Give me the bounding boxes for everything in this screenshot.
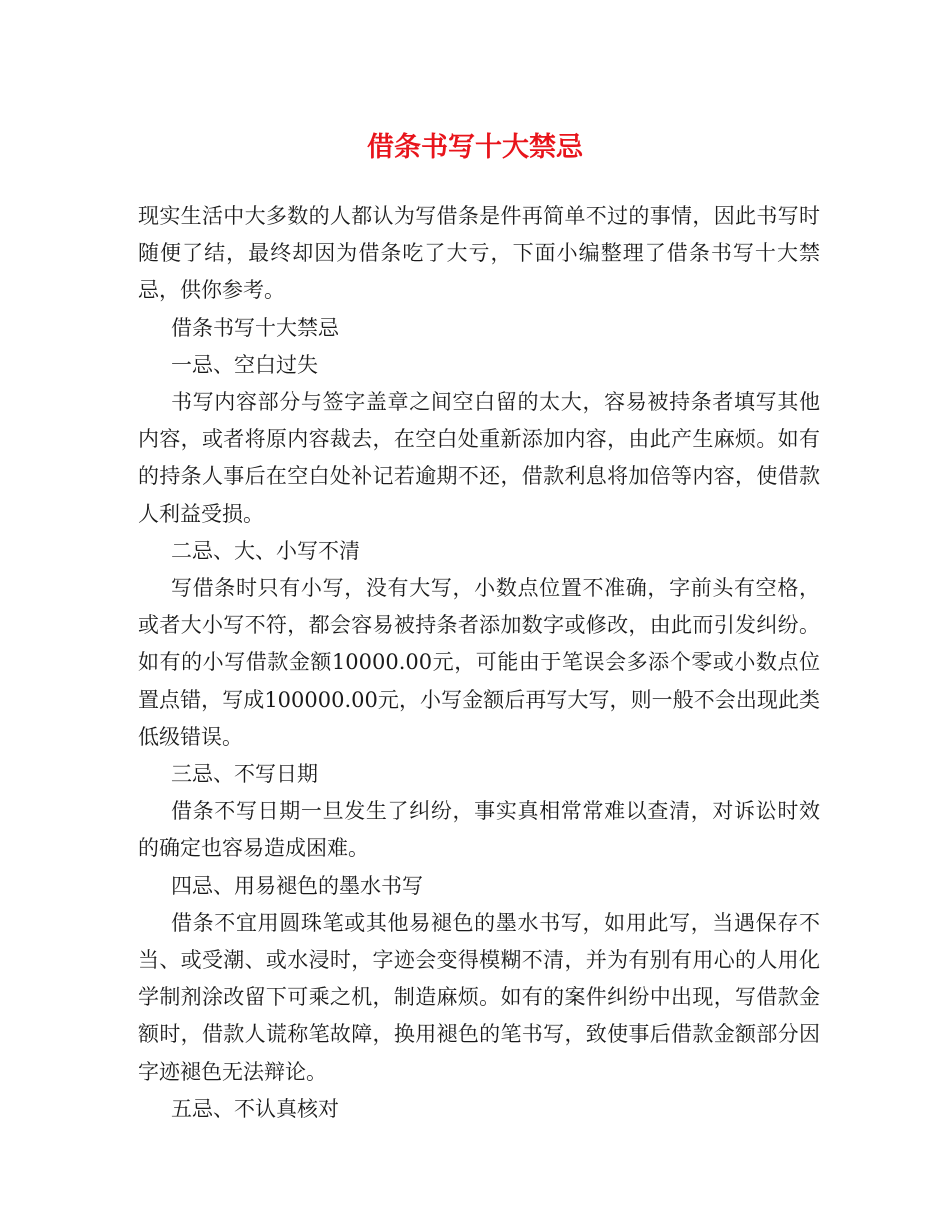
section-heading-3: 三忌、不写日期 xyxy=(171,762,318,787)
section-heading-5: 五忌、不认真核对 xyxy=(171,1096,339,1121)
intro-paragraph: 现实生活中大多数的人都认为写借条是件再简单不过的事情，因此书写时随便了结，最终却因为借条吃了大亏，下面小编整理了借条书写十大禁忌，供你参考。 xyxy=(138,204,820,303)
subtitle: 借条书写十大禁忌 xyxy=(171,315,339,340)
section-heading-2: 二忌、大、小写不清 xyxy=(171,538,360,563)
section-text-1: 书写内容部分与签字盖章之间空白留的太大，容易被持条者填写其他内容，或者将原内容裁去，在空白处重新添加内容，由此产生麻烦。如有的持条人事后在空白处补记若逾期不还，借款利息将加倍等内容，使借款人利益受损。 xyxy=(138,390,820,526)
section-text-4: 借条不宜用圆珠笔或其他易褪色的墨水书写，如用此写，当遇保存不当、或受潮、或水浸时，字迹会变得模糊不清，并为有别有用心的人用化学制剂涂改留下可乘之机，制造麻烦。如有的案件纠纷中出现，写借款金额时，借款人谎称笔故障，换用褪色的笔书写，致使事后借款金额部分因字迹褪色无法辩论。 xyxy=(138,910,820,1084)
document-body xyxy=(138,198,820,1128)
section-heading-4: 四忌、用易褪色的墨水书写 xyxy=(171,873,423,898)
section-text-3: 借条不写日期一旦发生了纠纷，事实真相常常难以查清，对诉讼时效的确定也容易造成困难。 xyxy=(138,799,820,861)
section-heading-1: 一忌、空白过失 xyxy=(171,352,318,377)
section-text-2: 写借条时只有小写，没有大写，小数点位置不准确，字前头有空格，或者大小写不符，都会容易被持条者添加数字或修改，由此而引发纠纷。如有的小写借款金额10000.00元，可能由于笔误会多添个零或小数点位置点错，写成100000.00元，小写金额后再写大写，则一般不会出现此类低级错误。 xyxy=(138,576,820,749)
document-title: 借条书写十大禁忌 xyxy=(367,132,583,163)
